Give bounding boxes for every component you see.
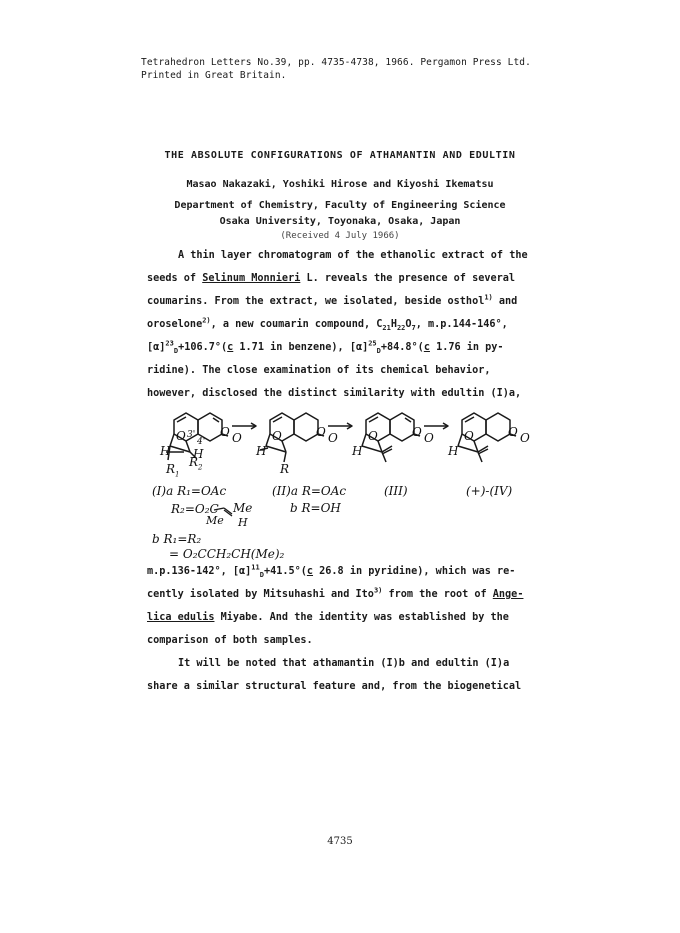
- body-line-8: [147, 563, 516, 580]
- oxygen-label: O: [316, 425, 326, 439]
- hydrogen-label: H: [238, 516, 248, 529]
- text-seg: , m.p.144-146°,: [415, 319, 508, 330]
- substituent-r1: [166, 462, 180, 479]
- text-seg: H: [390, 319, 397, 330]
- body-line-3: [147, 293, 518, 307]
- concentration-symbol: c: [227, 342, 234, 353]
- reference-marker: 2): [202, 316, 211, 325]
- reference-marker: 1): [484, 293, 493, 302]
- superscript: 11: [251, 563, 260, 572]
- species-name: Selinum Monnieri: [202, 273, 301, 284]
- text-seg: O: [405, 319, 412, 330]
- text-seg: oroselone: [147, 319, 203, 330]
- text-seg: m.p.136-142°, [α]: [147, 566, 252, 577]
- formula-subscript: 22: [396, 324, 406, 333]
- substituent-r2: [189, 455, 203, 472]
- structure-scheme: [160, 400, 540, 480]
- body-line-5: [147, 339, 504, 356]
- text-seg: coumarins. From the extract, we isolated, beside osthol: [147, 296, 485, 307]
- formula-subscript: 21: [382, 324, 391, 333]
- text-seg: cently isolated by Mitsuhashi and Ito: [147, 589, 374, 600]
- text-seg: +106.7°(: [178, 342, 228, 353]
- oxygen-label: O: [520, 431, 530, 445]
- text-seg: , a new coumarin compound, C: [210, 319, 383, 330]
- methyl-label: Me: [206, 514, 224, 527]
- r-subscript: 2: [198, 463, 203, 472]
- body-line-10: [147, 612, 509, 623]
- oxygen-label: O: [272, 429, 282, 443]
- hydrogen-label: H: [193, 447, 204, 461]
- text-seg: seeds of: [147, 273, 203, 284]
- compound-label-ii-b: b R=OH: [290, 501, 341, 515]
- text-seg: 1.71 in benzene), [α]: [233, 342, 369, 353]
- body-line-2: [147, 273, 515, 284]
- r-label: R: [189, 455, 199, 469]
- reference-marker: 3): [373, 586, 383, 595]
- body-line-13: share a similar structural feature and, from the biogenetical: [147, 681, 522, 692]
- concentration-symbol: c: [306, 566, 314, 577]
- printed-in-line: Printed in Great Britain.: [141, 70, 287, 81]
- r-subscript: 1: [175, 470, 180, 479]
- affiliation-university: Osaka University, Toyonaka, Osaka, Japan: [219, 216, 461, 227]
- position-label-3p: 3': [187, 430, 196, 440]
- journal-header-line: Tetrahedron Letters No.39, pp. 4735-4738, 1966. Pergamon Press Ltd.: [141, 57, 531, 68]
- species-name: lica edulis: [147, 612, 215, 623]
- formula-subscript: 7: [411, 324, 416, 333]
- body-line-1: A thin layer chromatogram of the ethanolic extract of the: [178, 250, 528, 261]
- body-line-12: It will be noted that athamantin (I)b and edultin (I)a: [178, 658, 510, 669]
- oxygen-label: O: [220, 425, 230, 439]
- compound-label-ii-a: (II)a R=OAc: [272, 484, 347, 498]
- hydrogen-label: H: [352, 444, 363, 458]
- text-seg: L. reveals the presence of several: [300, 273, 516, 284]
- compound-label-iii: (III): [384, 484, 408, 498]
- text-seg: +84.8°(: [380, 342, 424, 353]
- hydrogen-label: H: [448, 444, 459, 458]
- text-seg: +41.5°(: [263, 566, 307, 577]
- received-date: (Received 4 July 1966): [280, 231, 400, 241]
- compound-label-i-r2: R₂=O₂C: [171, 502, 219, 516]
- text-seg: Miyabe. And the identity was established by the: [214, 612, 509, 623]
- oxygen-label: O: [424, 431, 434, 445]
- subscript: D: [376, 347, 381, 356]
- oxygen-label: O: [368, 429, 378, 443]
- compound-label-i-b: b R₁=R₂: [152, 532, 202, 546]
- hydrogen-label: H: [256, 444, 267, 458]
- body-line-7: however, disclosed the distinct similarity with edultin (I)a,: [147, 388, 522, 399]
- methyl-label: Me: [233, 501, 253, 515]
- hydrogen-label: H: [160, 444, 171, 458]
- substituent-r: R: [280, 462, 290, 476]
- affiliation-department: Department of Chemistry, Faculty of Engineering Science: [174, 200, 506, 211]
- text-seg: 1.76 in py-: [429, 342, 504, 353]
- body-line-4: [147, 316, 508, 333]
- body-line-9: [147, 586, 524, 600]
- compound-label-i-b-r: = O₂CCH₂CH(Me)₂: [169, 547, 285, 561]
- concentration-symbol: c: [423, 342, 430, 353]
- oxygen-label: O: [176, 429, 186, 443]
- text-seg: and: [492, 296, 518, 307]
- text-seg: from the root of: [382, 589, 493, 600]
- compound-label-iv: (+)-(IV): [466, 484, 513, 498]
- oxygen-label: O: [328, 431, 338, 445]
- species-name: Ange-: [492, 589, 524, 600]
- superscript: 23: [165, 339, 174, 348]
- oxygen-label: O: [412, 425, 422, 439]
- body-line-6: ridine). The close examination of its chemical behavior,: [147, 365, 491, 376]
- text-seg: 26.8 in pyridine), which was re-: [313, 566, 516, 577]
- text-seg: [α]: [147, 342, 166, 353]
- superscript: 25: [368, 339, 377, 348]
- subscript: D: [259, 571, 264, 580]
- r-label: R: [166, 462, 176, 476]
- authors: Masao Nakazaki, Yoshiki Hirose and Kiyoshi Ikematsu: [186, 179, 494, 190]
- article-title: THE ABSOLUTE CONFIGURATIONS OF ATHAMANTIN AND EDULTIN: [164, 150, 516, 161]
- body-line-11: comparison of both samples.: [147, 635, 313, 646]
- subscript: D: [173, 347, 179, 356]
- structure-ii: [260, 413, 324, 462]
- position-label-4p: 4': [197, 437, 206, 447]
- oxygen-label: O: [508, 425, 518, 439]
- compound-label-i-a: (I)a R₁=OAc: [152, 484, 227, 498]
- oxygen-label: O: [464, 429, 474, 443]
- oxygen-label: O: [232, 431, 242, 445]
- page-number: 4735: [327, 836, 353, 847]
